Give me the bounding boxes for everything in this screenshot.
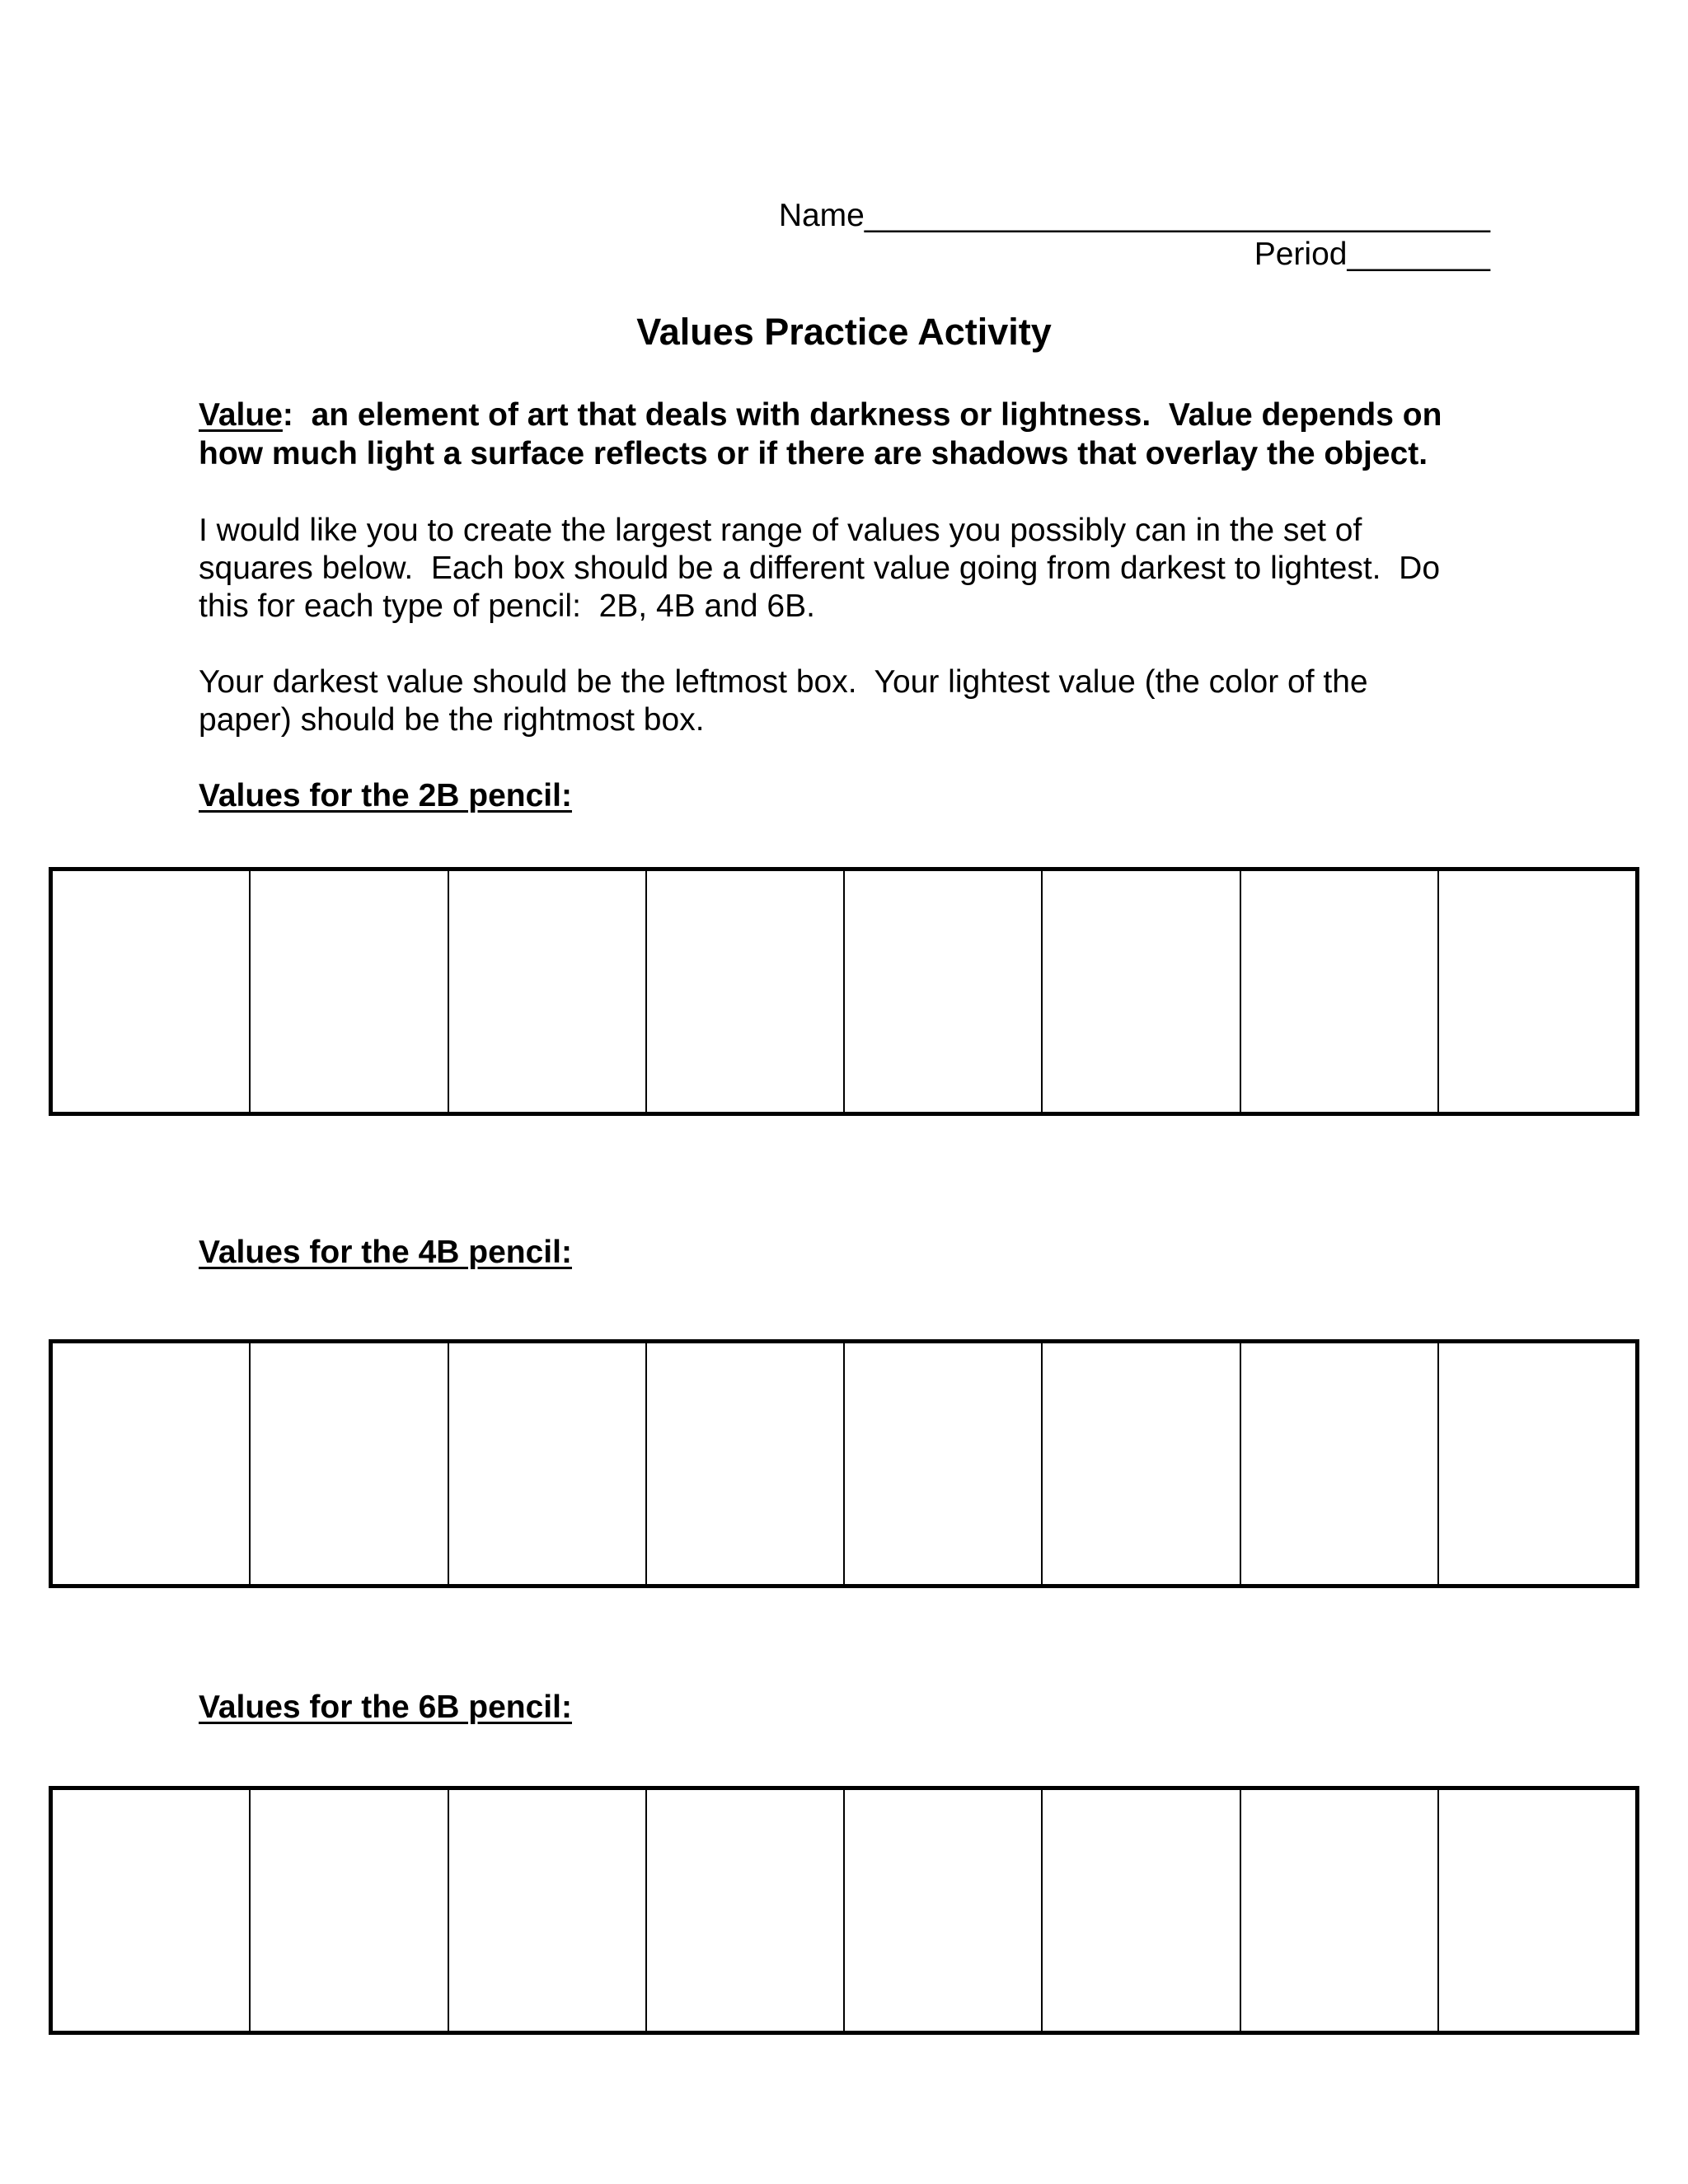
value-box [647, 1790, 845, 2031]
value-box [1043, 871, 1240, 1112]
note-line-2: paper) should be the rightmost box. [199, 702, 705, 738]
value-box [1439, 1343, 1635, 1584]
definition-text-1: : an element of art that deals with darkness or lightness. Value depends on [282, 397, 1442, 433]
value-box [251, 871, 448, 1112]
value-scale-2b [49, 867, 1639, 1116]
section-heading-4b: Values for the 4B pencil: [199, 1235, 572, 1270]
value-box [1241, 871, 1439, 1112]
value-box [1439, 1790, 1635, 2031]
value-box [647, 871, 845, 1112]
definition-line-1 [199, 399, 1442, 431]
value-box [449, 871, 647, 1112]
value-box [53, 1343, 251, 1584]
value-box [251, 1343, 448, 1584]
page-title: Values Practice Activity [636, 311, 1052, 353]
value-box [845, 1343, 1043, 1584]
instructions-line-3: this for each type of pencil: 2B, 4B and 6B. [199, 588, 815, 624]
definition-term: Value [199, 397, 283, 433]
value-box [449, 1343, 647, 1584]
value-box [251, 1790, 448, 2031]
value-box [1043, 1343, 1240, 1584]
period-field-label: Period________ [1254, 237, 1490, 272]
value-box [1241, 1790, 1439, 2031]
value-box [53, 871, 251, 1112]
section-heading-2b: Values for the 2B pencil: [199, 778, 572, 813]
name-field-label: Name___________________________________ [778, 198, 1490, 233]
value-box [845, 871, 1043, 1112]
value-box [1439, 871, 1635, 1112]
value-box [449, 1790, 647, 2031]
value-box [845, 1790, 1043, 2031]
instructions-line-2: squares below. Each box should be a different value going from darkest to lightest. Do [199, 551, 1441, 586]
instructions-line-1: I would like you to create the largest range of values you possibly can in the set of [199, 513, 1362, 548]
value-box [1043, 1790, 1240, 2031]
value-box [647, 1343, 845, 1584]
value-scale-4b [49, 1339, 1639, 1588]
definition-line-2: how much light a surface reflects or if there are shadows that overlay the object. [199, 436, 1428, 471]
note-line-1: Your darkest value should be the leftmost box. Your lightest value (the color of the [199, 664, 1368, 700]
section-heading-6b: Values for the 6B pencil: [199, 1690, 572, 1725]
value-scale-6b [49, 1786, 1639, 2035]
value-box [53, 1790, 251, 2031]
value-box [1241, 1343, 1439, 1584]
